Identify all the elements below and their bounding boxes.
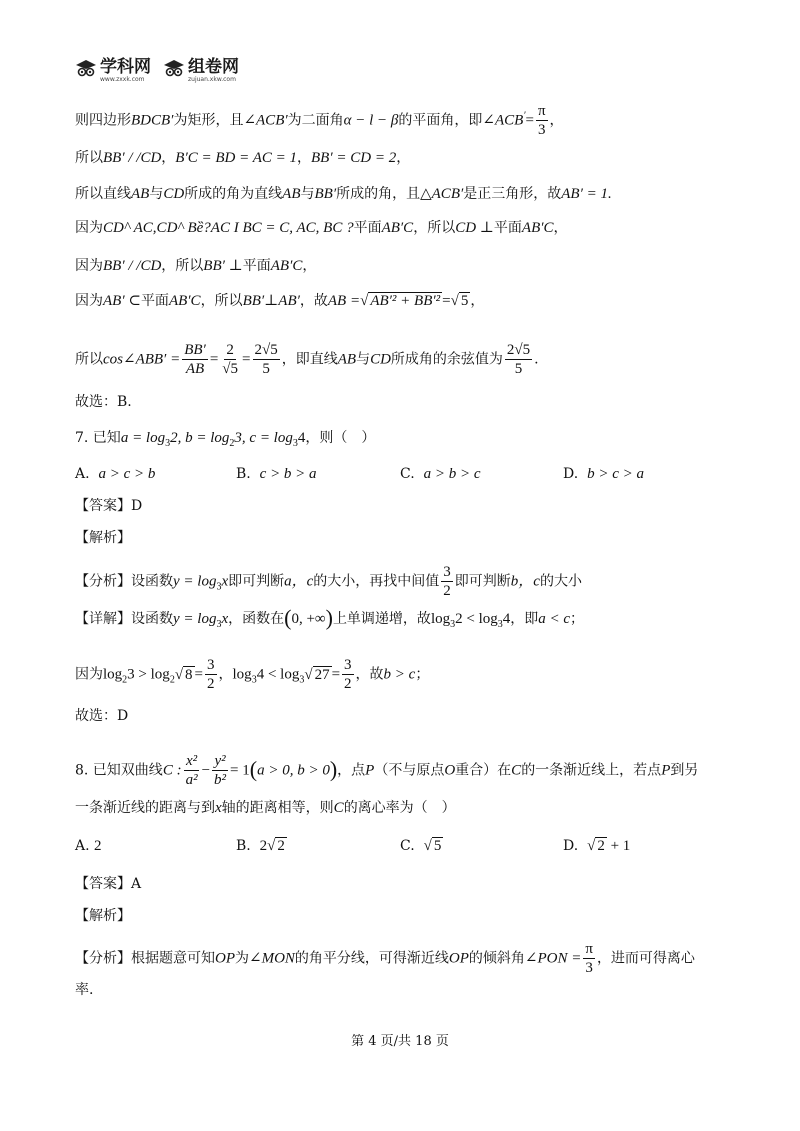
math: AB xyxy=(282,186,301,202)
text: ， xyxy=(553,220,568,236)
text: 所成的角为直线 xyxy=(184,186,283,202)
math: α − l − β xyxy=(343,112,399,129)
option-label: A. xyxy=(75,838,90,854)
page-footer: 第 4 页/共 18 页 xyxy=(351,1034,449,1049)
math: AB xyxy=(337,351,357,368)
text: 则四边形 xyxy=(75,112,131,129)
math: BDCB′ xyxy=(131,112,174,129)
text: 因为 xyxy=(75,666,103,683)
q7-analysis xyxy=(75,563,582,600)
text: 是正三角形，故 xyxy=(463,186,562,202)
math: AB′C xyxy=(168,293,201,309)
text: ，故 xyxy=(355,666,384,683)
numerator: 2√5 xyxy=(254,342,278,358)
fraction xyxy=(212,752,228,789)
radicand: 2 xyxy=(597,838,605,854)
q7-answer: 【答案】D xyxy=(75,498,143,514)
option-text: 2 xyxy=(259,838,268,854)
math: = xyxy=(242,351,251,368)
text: 的一条渐近线上，若点 xyxy=(521,762,662,779)
text: ，所以 xyxy=(200,293,243,309)
denominator: b² xyxy=(214,772,227,788)
text: 到另 xyxy=(670,762,699,779)
math: 2, b = log xyxy=(170,430,230,446)
text: 因为 xyxy=(75,220,103,236)
text: 因为 xyxy=(75,258,103,274)
denominator: 2 xyxy=(443,583,451,599)
option-label: A. xyxy=(75,466,90,482)
option-label: C. xyxy=(400,838,415,854)
fraction xyxy=(505,341,532,378)
q8-option-d[interactable] xyxy=(563,836,630,856)
q7-analysis-title: 【解析】 xyxy=(75,530,131,546)
option-text: a > c > b xyxy=(98,466,156,482)
math: x xyxy=(221,573,229,590)
q6-line-7 xyxy=(75,341,539,378)
q6-line-6 xyxy=(75,291,484,311)
math: a > 0, b > 0 xyxy=(257,762,330,779)
q8-stem-2 xyxy=(75,798,456,818)
q6-line-5 xyxy=(75,256,316,276)
math-sub: 3 xyxy=(216,581,222,593)
sqrt: √ 5 xyxy=(423,838,442,854)
text: 与 xyxy=(300,186,315,202)
math: 4 < log xyxy=(256,666,300,683)
text: ，即直线 xyxy=(281,351,338,368)
math: x xyxy=(215,800,222,816)
text: 8. 已知双曲线 xyxy=(75,762,163,779)
logo-zujuan-name: 组卷网 xyxy=(188,57,239,77)
q6-line-3 xyxy=(75,184,612,204)
math: 2 < log xyxy=(455,611,498,627)
radicand: 5 xyxy=(460,293,469,309)
math: C : xyxy=(162,762,182,779)
math: a = log xyxy=(120,430,166,446)
logo-zujuan[interactable] xyxy=(163,58,239,83)
sqrt: √ 8 xyxy=(174,666,193,683)
text: 的大小 xyxy=(539,573,582,590)
text: ，所以 xyxy=(161,258,204,274)
q7-option-d[interactable] xyxy=(563,464,644,484)
math: a < c xyxy=(538,611,571,627)
option-text: 2 xyxy=(94,838,102,854)
text: 与 xyxy=(356,351,371,368)
math: ∠ACB′ xyxy=(243,112,288,129)
text: 上单调递增，故 xyxy=(332,611,431,627)
math: log xyxy=(430,611,451,627)
text: 的平面角，即 xyxy=(398,112,483,129)
text: ，所以 xyxy=(413,220,456,236)
math: = xyxy=(442,293,451,309)
text: ，则（ ） xyxy=(305,430,376,446)
q7-detail: 【详解】设函数$y = \log_3x$，函数在(0, +∞)上单调递增，故$\log_32 < \log_34$，即a < c； xyxy=(75,605,585,630)
q8-analysis xyxy=(75,940,695,977)
math: log xyxy=(232,666,252,683)
math: CD xyxy=(370,351,391,368)
math: B′C = BD = AC = 1 xyxy=(175,150,297,166)
q7-stem xyxy=(75,428,375,454)
denominator: 5 xyxy=(514,361,523,377)
math-sub: 3 xyxy=(292,438,298,449)
math: BB′ = CD = 2 xyxy=(311,150,397,166)
math: AB′C xyxy=(521,220,554,236)
fraction xyxy=(184,752,200,789)
math: = xyxy=(194,666,204,683)
option-text: b > c > a xyxy=(587,466,644,482)
q8-analysis-title: 【解析】 xyxy=(75,908,131,924)
text: 【分析】根据题意可知 xyxy=(75,950,215,967)
denominator: 3 xyxy=(538,122,546,138)
denominator: 2 xyxy=(207,676,215,692)
text: 重合）在 xyxy=(455,762,512,779)
option-label: D. xyxy=(563,466,579,482)
numerator: x² xyxy=(185,753,198,769)
math: BB′ / /CD xyxy=(103,150,162,166)
text: 的角平分线，可得渐近线 xyxy=(294,950,449,967)
radicand: AB′² + BB′² xyxy=(370,293,441,309)
math: C xyxy=(333,800,344,816)
text: 【分析】设函数 xyxy=(75,573,173,590)
text: 为二面角 xyxy=(287,112,344,129)
text: 的倾斜角 xyxy=(468,950,525,967)
math-sub: 3 xyxy=(299,674,305,686)
math: ∠ACB xyxy=(482,112,524,129)
math: AB′C xyxy=(270,258,303,274)
option-label: D. xyxy=(563,838,579,854)
radicand: 27 xyxy=(314,666,330,683)
text: ， xyxy=(161,150,176,166)
math: 3, c = log xyxy=(234,430,293,446)
numerator: 3 xyxy=(344,657,352,673)
math: AB′ ⊂ xyxy=(103,293,141,309)
fraction xyxy=(205,656,217,693)
text: 为矩形，且 xyxy=(173,112,244,129)
text: 为 xyxy=(235,950,249,967)
math-sub: 2 xyxy=(229,438,235,449)
math: P xyxy=(365,762,375,779)
math: P xyxy=(661,762,671,779)
logo-zxxk-url: www.zxxk.com xyxy=(100,76,145,83)
text: ，故 xyxy=(299,293,328,309)
math: = xyxy=(525,112,534,129)
math: − xyxy=(201,762,211,779)
numerator: 3 xyxy=(207,657,215,673)
math: log xyxy=(103,666,123,683)
option-text: a > b > c xyxy=(423,466,481,482)
text: 的离心率为（ ） xyxy=(343,800,456,816)
math: ∠MON xyxy=(249,950,295,967)
fraction xyxy=(583,940,595,977)
math: BB′ xyxy=(314,186,337,202)
q7-option-c[interactable] xyxy=(400,464,480,484)
option-text: c > b > a xyxy=(259,466,317,482)
math: y = log xyxy=(173,611,217,627)
math: = xyxy=(209,351,219,368)
sqrt: √ 2 xyxy=(267,838,285,854)
math: CD xyxy=(163,186,185,202)
sqrt: √ AB′² + BB′² xyxy=(360,293,441,309)
sqrt: √ 27 xyxy=(304,666,330,683)
text: 所成角的余弦值为 xyxy=(390,351,503,368)
math: y = log xyxy=(173,573,217,590)
text: 所以直线 xyxy=(75,186,131,202)
math: BB′⊥AB′ xyxy=(242,293,300,309)
q8-answer: 【答案】A xyxy=(75,876,142,892)
fraction xyxy=(220,341,240,378)
text: 所成的角，且 xyxy=(336,186,421,202)
text: 7. 已知 xyxy=(75,430,121,446)
text: ； xyxy=(415,666,430,683)
text: ； xyxy=(570,611,585,627)
math: x xyxy=(221,611,229,627)
math: = xyxy=(331,666,341,683)
header-logos xyxy=(75,58,239,83)
q8-analysis-2: 率. xyxy=(75,982,94,998)
text: ，进而可得离心 xyxy=(596,950,695,967)
denominator: 2 xyxy=(344,676,352,692)
numerator: 3 xyxy=(443,564,451,580)
fraction xyxy=(441,563,453,600)
text: ， xyxy=(302,258,317,274)
option-label: B. xyxy=(236,466,251,482)
denominator: AB xyxy=(185,361,205,377)
radicand: 8 xyxy=(185,666,193,683)
logo-zxxk[interactable] xyxy=(75,58,151,83)
math: O xyxy=(444,762,456,779)
text: ， xyxy=(396,150,411,166)
q8-option-a[interactable] xyxy=(75,836,102,856)
q6-choice: 故选：B. xyxy=(75,394,132,410)
option-text: + 1 xyxy=(606,838,631,854)
q8-option-c[interactable] xyxy=(400,836,443,856)
text: ，点 xyxy=(337,762,366,779)
text: 平面 xyxy=(353,220,382,236)
fraction xyxy=(253,341,280,378)
math-sub: 2 xyxy=(169,674,175,686)
text: 一条渐近线的距离与到 xyxy=(75,800,215,816)
q8-stem-1: 8. 已知双曲线C : $\frac{\text{x²}}{\text{a²}}$ − $\frac{\text{y²}}{\text{b²}}$ = 1(a > 0, b > 0)，点P（不与原点O重合）在C的一条渐近线上，若点P到另 xyxy=(75,753,699,788)
text: 与 xyxy=(149,186,164,202)
sqrt: √ 2 xyxy=(587,838,605,854)
math: AB′C xyxy=(381,220,414,236)
math: = 1 xyxy=(230,762,250,779)
math: C xyxy=(511,762,522,779)
text: 的大小，再找中间值 xyxy=(313,573,440,590)
math: ∠PON = xyxy=(524,950,582,967)
q7-detail-2 xyxy=(75,656,429,693)
numerator: BB′ xyxy=(184,342,206,358)
text: ， xyxy=(470,293,485,309)
text: （不与原点 xyxy=(374,762,445,779)
q7-choice: 故选：D xyxy=(75,708,129,724)
math: CD ⊥ xyxy=(455,220,494,236)
text: 平面 xyxy=(140,293,169,309)
math: 3 > log xyxy=(127,666,170,683)
math: cos∠ABB′ = xyxy=(103,351,181,368)
math: △ACB′ xyxy=(420,186,464,202)
text: ， xyxy=(549,112,564,129)
text: ， xyxy=(297,150,311,166)
text: 因为 xyxy=(75,293,103,309)
text: 轴的距离相等，则 xyxy=(221,800,334,816)
denominator: 3 xyxy=(585,960,593,976)
math-sub: 2 xyxy=(122,674,128,686)
text: 即可判断 xyxy=(454,573,511,590)
text: 平面 xyxy=(242,258,271,274)
math-sub: 3 xyxy=(497,619,503,630)
math: b，c xyxy=(510,573,540,590)
q7-option-a[interactable] xyxy=(75,464,155,484)
numerator: π xyxy=(585,941,593,957)
numerator: 2√5 xyxy=(506,342,531,358)
math: 4 xyxy=(297,430,306,446)
fraction xyxy=(342,656,354,693)
text: 所以 xyxy=(75,351,103,368)
text: . xyxy=(534,351,539,368)
math: 0, +∞ xyxy=(291,611,326,627)
sqrt: √ 5 xyxy=(450,293,469,309)
math-sub: 3 xyxy=(165,438,171,449)
denominator: √5 xyxy=(222,361,239,377)
math: a，c xyxy=(284,573,314,590)
q8-option-b[interactable] xyxy=(236,836,287,856)
math-sub: 3 xyxy=(450,619,456,630)
numerator: π xyxy=(537,103,546,119)
numerator: 2 xyxy=(226,342,234,358)
q6-line-2 xyxy=(75,148,410,168)
math-garbled: CD^ AC,CD^ Bȅ?AC I BC = C, AC, BC ? xyxy=(103,220,354,236)
numerator: y² xyxy=(214,753,226,769)
math: AB xyxy=(131,186,150,202)
denominator: 5 xyxy=(262,361,270,377)
math-sup: ′ xyxy=(523,110,526,122)
text: ，即 xyxy=(510,611,539,627)
math-sub: 3 xyxy=(216,619,222,630)
math: AB′ = 1. xyxy=(561,186,612,202)
math: AB = xyxy=(327,293,361,309)
denominator: a² xyxy=(185,772,198,788)
q6-line-1 xyxy=(75,102,564,139)
text: ，函数在 xyxy=(228,611,285,627)
fraction xyxy=(536,102,548,139)
text: 所以 xyxy=(75,150,103,166)
math: 4 xyxy=(502,611,511,627)
logo-zxxk-name: 学科网 xyxy=(100,57,151,77)
text: 平面 xyxy=(493,220,522,236)
q7-option-b[interactable] xyxy=(236,464,317,484)
math: BB′ / /CD xyxy=(103,258,162,274)
fraction xyxy=(182,341,208,378)
math: OP xyxy=(215,950,235,967)
logo-zujuan-url: zujuan.xkw.com xyxy=(188,76,236,83)
radicand: 5 xyxy=(433,838,442,854)
q6-line-4 xyxy=(75,218,568,238)
text: 【详解】设函数 xyxy=(75,611,173,627)
math-sub: 3 xyxy=(251,674,257,686)
math: b > c xyxy=(383,666,416,683)
text: 即可判断 xyxy=(228,573,285,590)
option-label: B. xyxy=(236,838,251,854)
zujuan-logo-icon xyxy=(163,58,185,78)
zxxk-logo-icon xyxy=(75,58,97,78)
math: OP xyxy=(448,950,469,967)
text: ， xyxy=(218,666,233,683)
radicand: 2 xyxy=(277,838,285,854)
option-label: C. xyxy=(400,466,415,482)
math: BB′ ⊥ xyxy=(203,258,243,274)
